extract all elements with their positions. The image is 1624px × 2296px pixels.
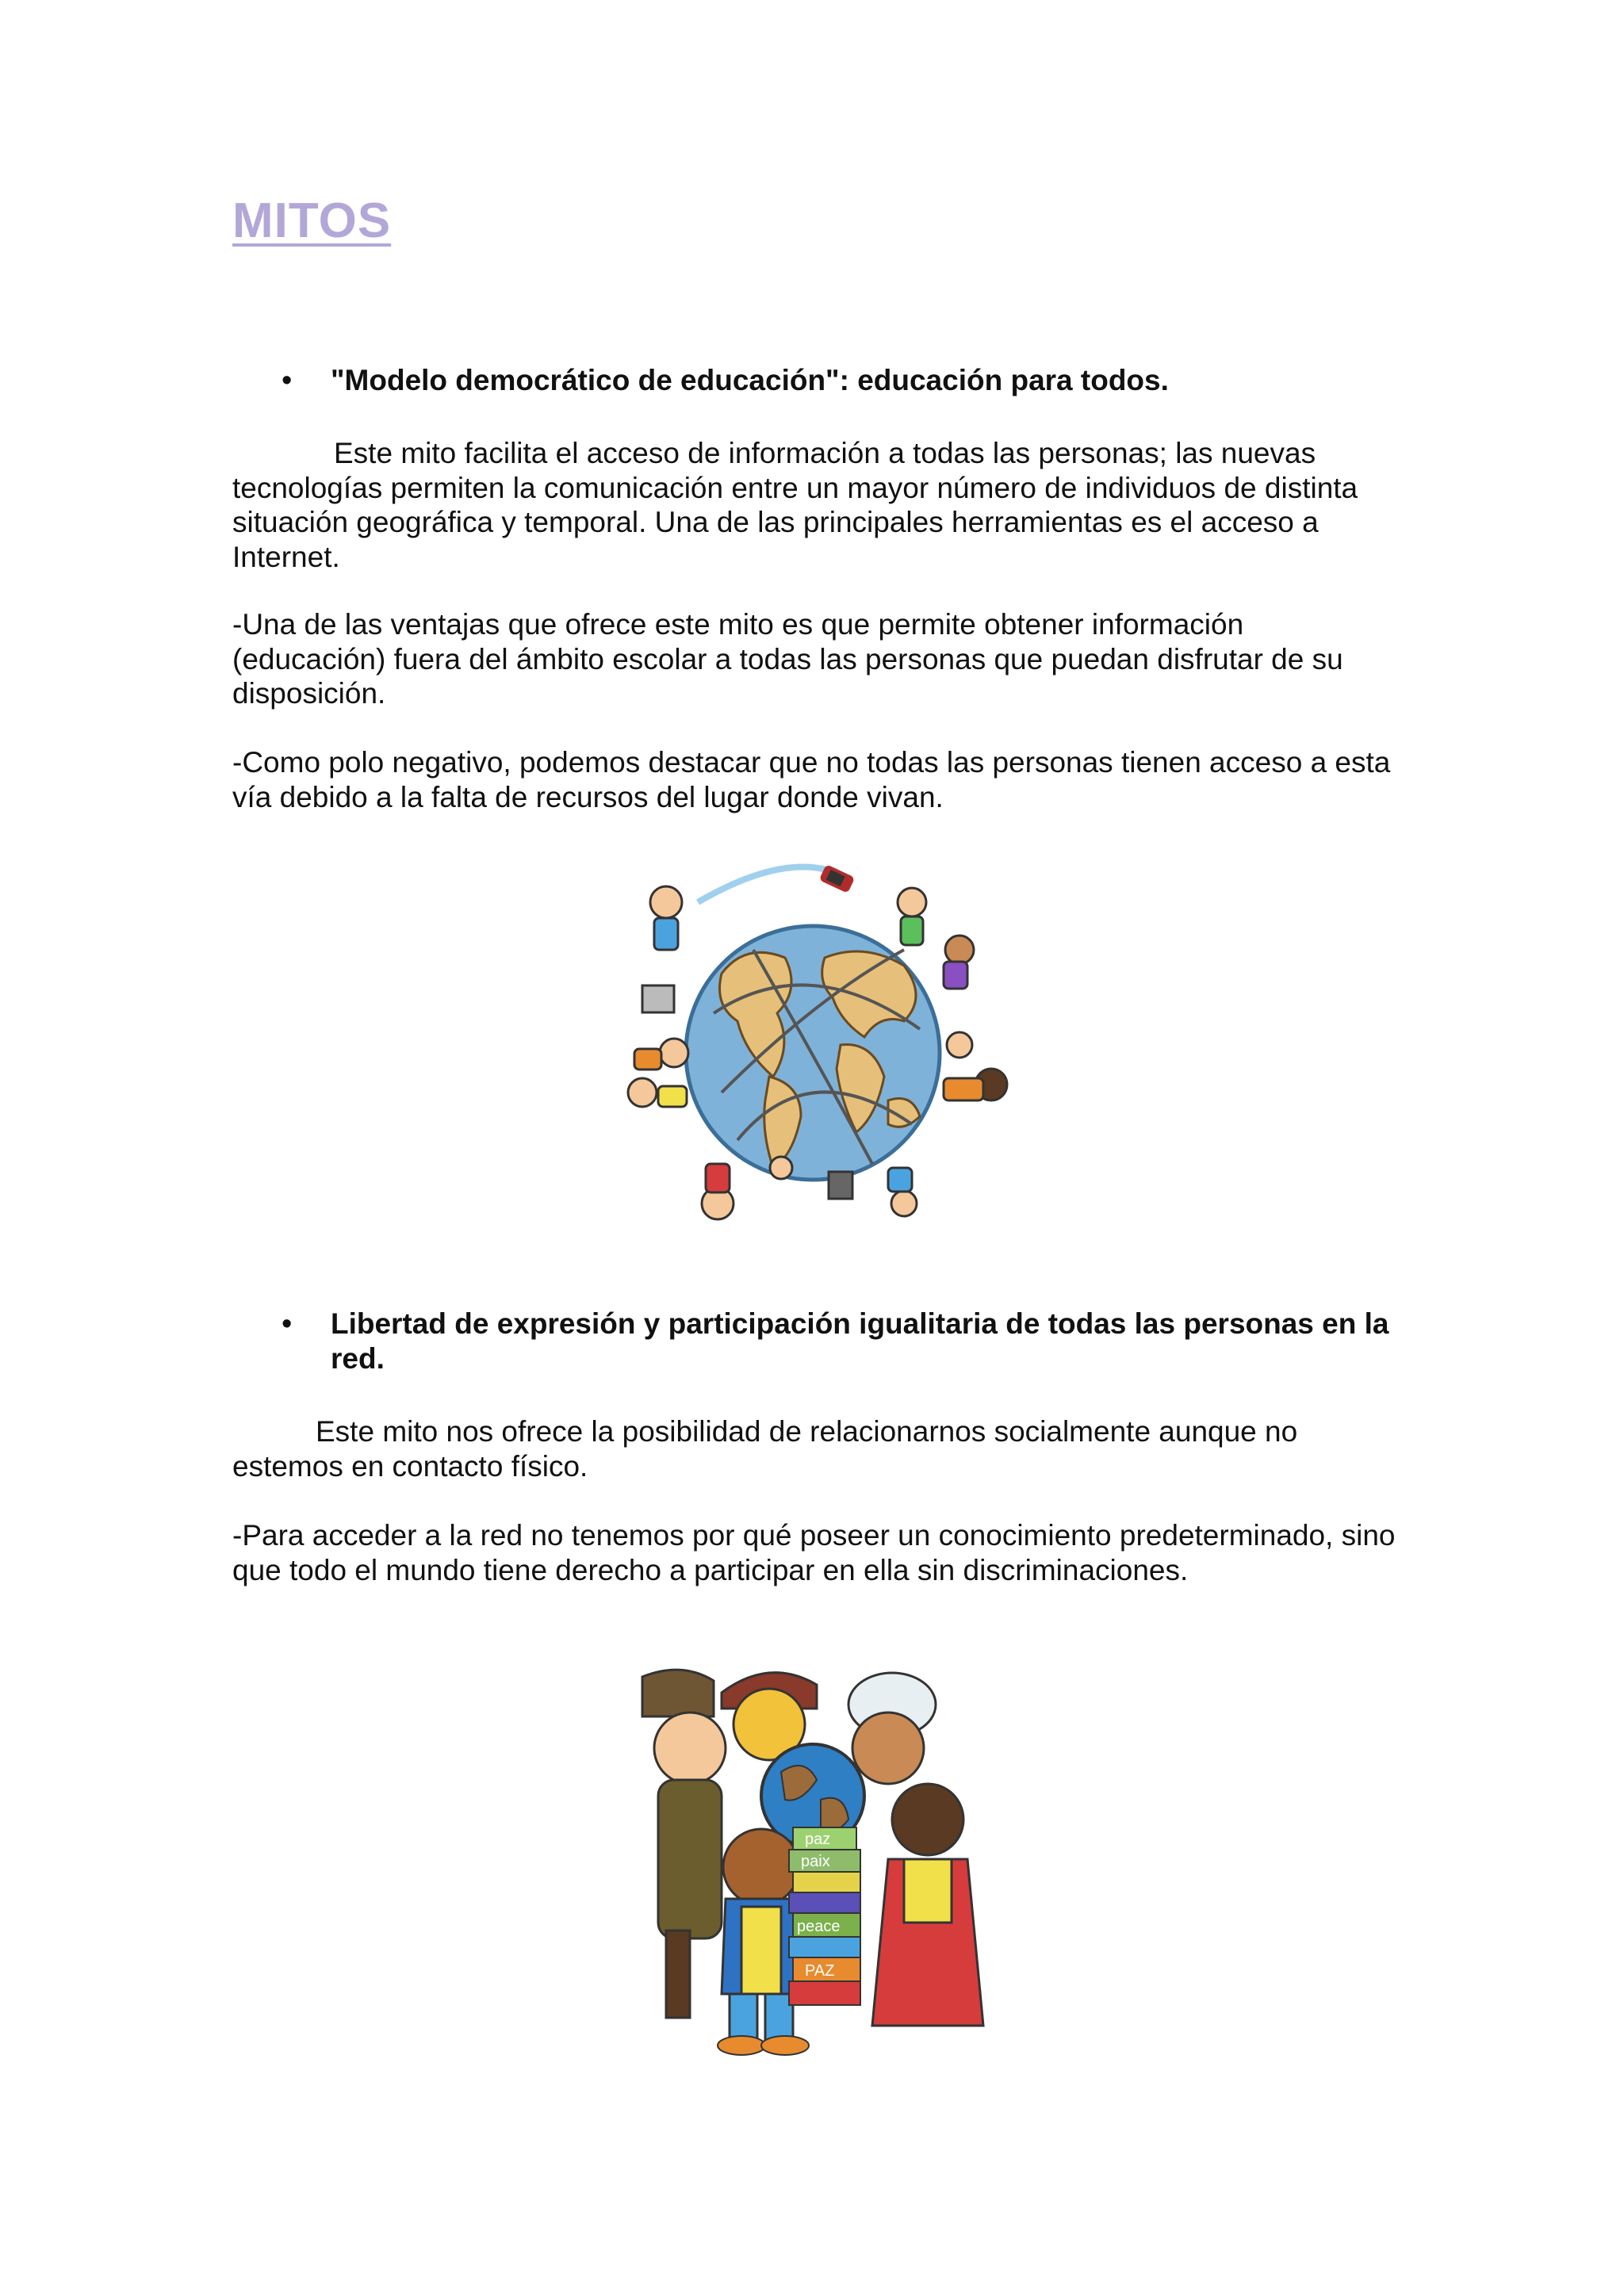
paragraph: -Como polo negativo, podemos destacar que no todas las personas tienen acceso a esta vía debido a la falta de recursos del lugar donde vivan. (232, 746, 1391, 813)
section-heading: Libertad de expresión y participación igualitaria de todas las personas en la red. (331, 1307, 1389, 1375)
globe-children-illustration (611, 855, 1015, 1227)
bullet-heading-1 (282, 363, 1392, 398)
paragraph: -Una de las ventajas que ofrece este mito es que permite obtener información (educación) fuera del ámbito escolar a todas las personas que puedan disfrutar de su disposición. (232, 608, 1343, 710)
section-heading: "Modelo democrático de educación": educación para todos. (331, 364, 1169, 396)
bullet-heading-2 (282, 1307, 1392, 1376)
paragraph: Este mito nos ofrece la posibilidad de relacionarnos socialmente aunque no estemos en contacto físico. (232, 1415, 1298, 1483)
book-label: paix (801, 1853, 830, 1870)
globe-icon (611, 855, 1015, 1227)
children-globe-icon (634, 1661, 991, 2057)
book-label: PAZ (805, 1962, 835, 1980)
children-books-illustration (634, 1661, 991, 2057)
paragraph: -Para acceder a la red no tenemos por qué poseer un conocimiento predeterminado, sino que todo el mundo tiene derecho a participar en ella sin discriminaciones. (232, 1519, 1396, 1586)
child-figure (650, 886, 682, 950)
bullet-icon: • (282, 1307, 293, 1341)
paragraph: Este mito facilita el acceso de información a todas las personas; las nuevas tecnologías permiten la comunicación entre un mayor número de individuos de distinta situación geográfica y temporal. Una de las principales herramientas es el acceso a Internet. (232, 437, 1358, 573)
book-label: peace (797, 1918, 841, 1935)
page-title: MITOS (232, 193, 392, 248)
book-label: paz (805, 1831, 831, 1848)
bullet-icon: • (282, 364, 293, 397)
